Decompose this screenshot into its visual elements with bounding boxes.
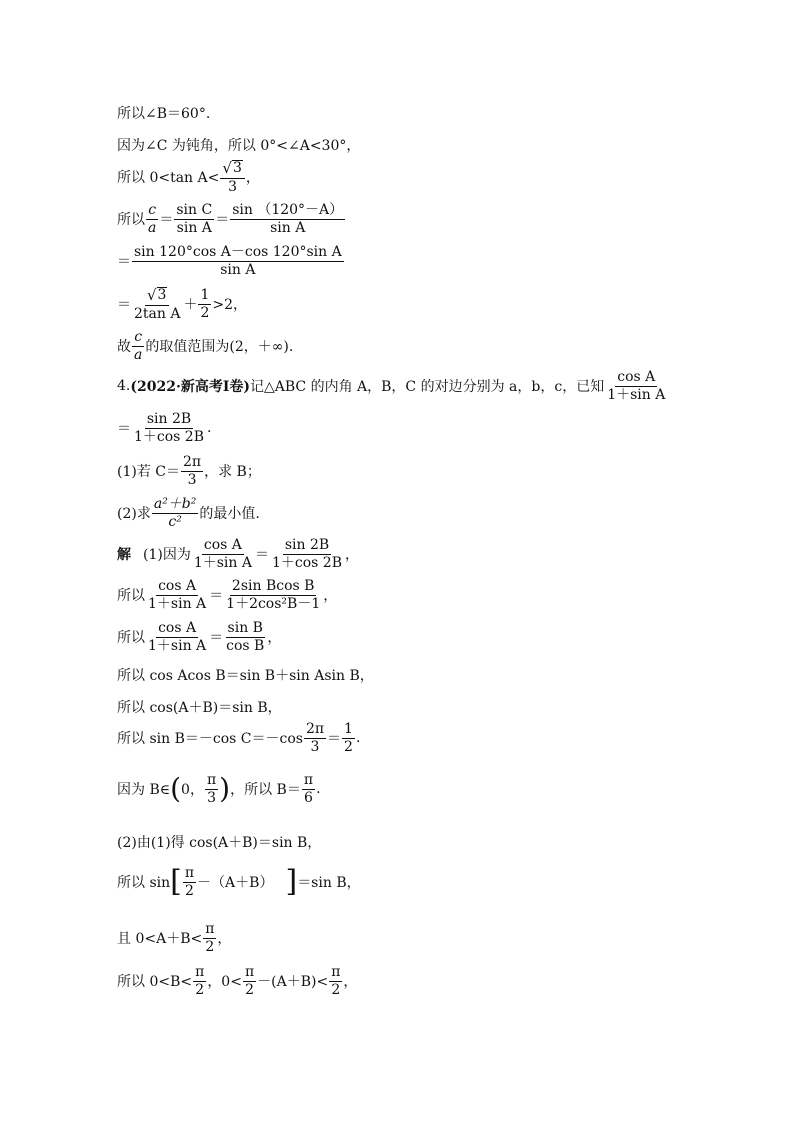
fraction: $\frac{\text{2sin Bcos B}}{\text{1＋2cos²B－1}}$ — [226, 578, 321, 612]
fraction: $\frac{\text{a²＋b²}}{\text{c²}}$ — [153, 496, 197, 530]
fraction: √ 3 2tan A — [134, 286, 181, 323]
fraction: $\frac{\text{cos A}}{\text{1＋sin A}}$ — [193, 537, 252, 571]
line-obtuse-c: 因为∠C 为钝角，所以 0°<∠A<30°， — [117, 138, 361, 154]
fraction: $\frac{1}{2}$ — [344, 721, 353, 755]
fraction: $\frac{\pi}{2}$ — [244, 964, 255, 998]
fraction: $\frac{1}{2}$ — [200, 287, 210, 321]
line-conclusion: 故 $\frac{c}{a}$ 的取值范围为(2，＋∞). — [117, 329, 294, 363]
fraction: $\frac{\pi}{2}$ — [205, 921, 215, 955]
solution-line-3: 所以 $\frac{\text{cos A}}{\text{1＋sin A}}$ ＝ $\frac{\text{sin B}}{\text{cos B}}$ ， — [117, 620, 282, 654]
solution-line-7: 因为 B∈ ( 0， $\frac{\pi}{3}$ ) ，所以 B＝ $\frac{\pi}{6}$ . — [117, 772, 321, 806]
fraction: $\frac{\text{sin B}}{\text{cos B}}$ — [226, 620, 265, 654]
solution-line-8: (2)由(1)得 cos(A＋B)＝sin B， — [117, 835, 322, 851]
fraction: $\frac{\text{cos A}}{\text{1＋sin A}}$ — [148, 620, 207, 654]
fraction: $\frac{\pi}{2}$ — [331, 964, 341, 998]
fraction: $\frac{\pi}{3}$ — [206, 772, 217, 806]
fraction: $\frac{2\pi}{3}$ — [183, 454, 202, 488]
fraction: $\frac{\text{cos A}}{\text{1＋sin A}}$ — [148, 578, 207, 612]
line-ratio: 所以 $\frac{c}{a}$ ＝ $\frac{\text{sin C}}{\text{sin A}}$ ＝ $\frac{\sin (120^\circ-A)}{\text{sin A}}$ — [117, 202, 344, 236]
fraction: $\frac{\sin (120^\circ-A)}{\text{sin A}}$ — [232, 202, 344, 236]
fraction: $\frac{2\pi}{3}$ — [305, 721, 325, 755]
solution-line-9: 所以 sin [ $\frac{\pi}{2}$ －（A＋B） ] ＝sin B， — [117, 864, 361, 900]
solution-line-2: 所以 $\frac{\text{cos A}}{\text{1＋sin A}}$ ＝ $\frac{\text{2sin Bcos B}}{\text{1＋2cos²B－1}}$ ， — [117, 578, 338, 612]
solution-label: 解 — [117, 547, 131, 564]
line-simplify: ＝ √ 3 2tan A ＋ $\frac{1}{2}$ >2， — [117, 286, 248, 323]
question-source: (2022·新高考Ⅰ卷) — [130, 379, 250, 396]
question-4-part-2: (2)求 $\frac{\text{a²＋b²}}{\text{c²}}$ 的最小值. — [117, 496, 260, 530]
fraction: $\frac{\pi}{6}$ — [303, 772, 314, 806]
fraction: √ 3 3 — [220, 160, 244, 195]
line-tan-range: 所以 0<tan A< √ 3 3 ， — [117, 159, 260, 196]
fraction: $\frac{c}{a}$ — [148, 202, 157, 236]
solution-line-6: 所以 sin B＝－cos C＝－cos $\frac{2\pi}{3}$ ＝ $\frac{1}{2}$ . — [117, 721, 361, 755]
fraction: $\frac{\text{sin 120°cos A－cos 120°sin A}}{\text{sin A}}$ — [134, 244, 342, 278]
question-4-part-1: (1)若 C＝ $\frac{2\pi}{3}$ ，求 B； — [117, 454, 261, 488]
solution-line-4: 所以 cos Acos B＝sin B＋sin Asin B， — [117, 668, 374, 684]
fraction: $\frac{\text{sin C}}{\text{sin A}}$ — [176, 202, 213, 236]
solution-line-10: 且 0<A＋B< $\frac{\pi}{2}$ ， — [117, 921, 232, 955]
fraction: $\frac{\text{cos A}}{\text{1＋sin A}}$ — [607, 369, 666, 403]
fraction: $\frac{\pi}{2}$ — [195, 964, 205, 998]
line-angle-b: 所以∠B＝60°. — [117, 106, 211, 122]
solution-line-1: 解 (1)因为 $\frac{\text{cos A}}{\text{1＋sin A}}$ ＝ $\frac{\sin 2B}{1+\cos 2B}$ ， — [117, 537, 360, 571]
fraction: $\frac{\sin 2B}{1+\cos 2B}$ — [272, 537, 343, 571]
fraction: $\frac{c}{a}$ — [134, 329, 143, 363]
fraction: $\frac{\pi}{2}$ — [184, 865, 195, 899]
question-4: 4. (2022·新高考Ⅰ卷) 记△ABC 的内角 A，B，C 的对边分别为 a，b，c，已知 $\frac{\text{cos A}}{\text{1＋sin A}}$ — [117, 369, 666, 403]
solution-line-11: 所以 0<B< $\frac{\pi}{2}$ ，0< $\frac{\pi}{2}$ －(A＋B)< $\frac{\pi}{2}$ ， — [117, 964, 358, 998]
solution-line-5: 所以 cos(A＋B)＝sin B， — [117, 700, 282, 716]
fraction: $\frac{\sin 2B}{1+\cos 2B}$ — [134, 411, 205, 445]
question-4-cont: ＝ $\frac{\sin 2B}{1+\cos 2B}$ . — [117, 411, 212, 445]
line-expand: ＝ $\frac{\text{sin 120°cos A－cos 120°sin A}}{\text{sin A}}$ — [117, 244, 342, 278]
